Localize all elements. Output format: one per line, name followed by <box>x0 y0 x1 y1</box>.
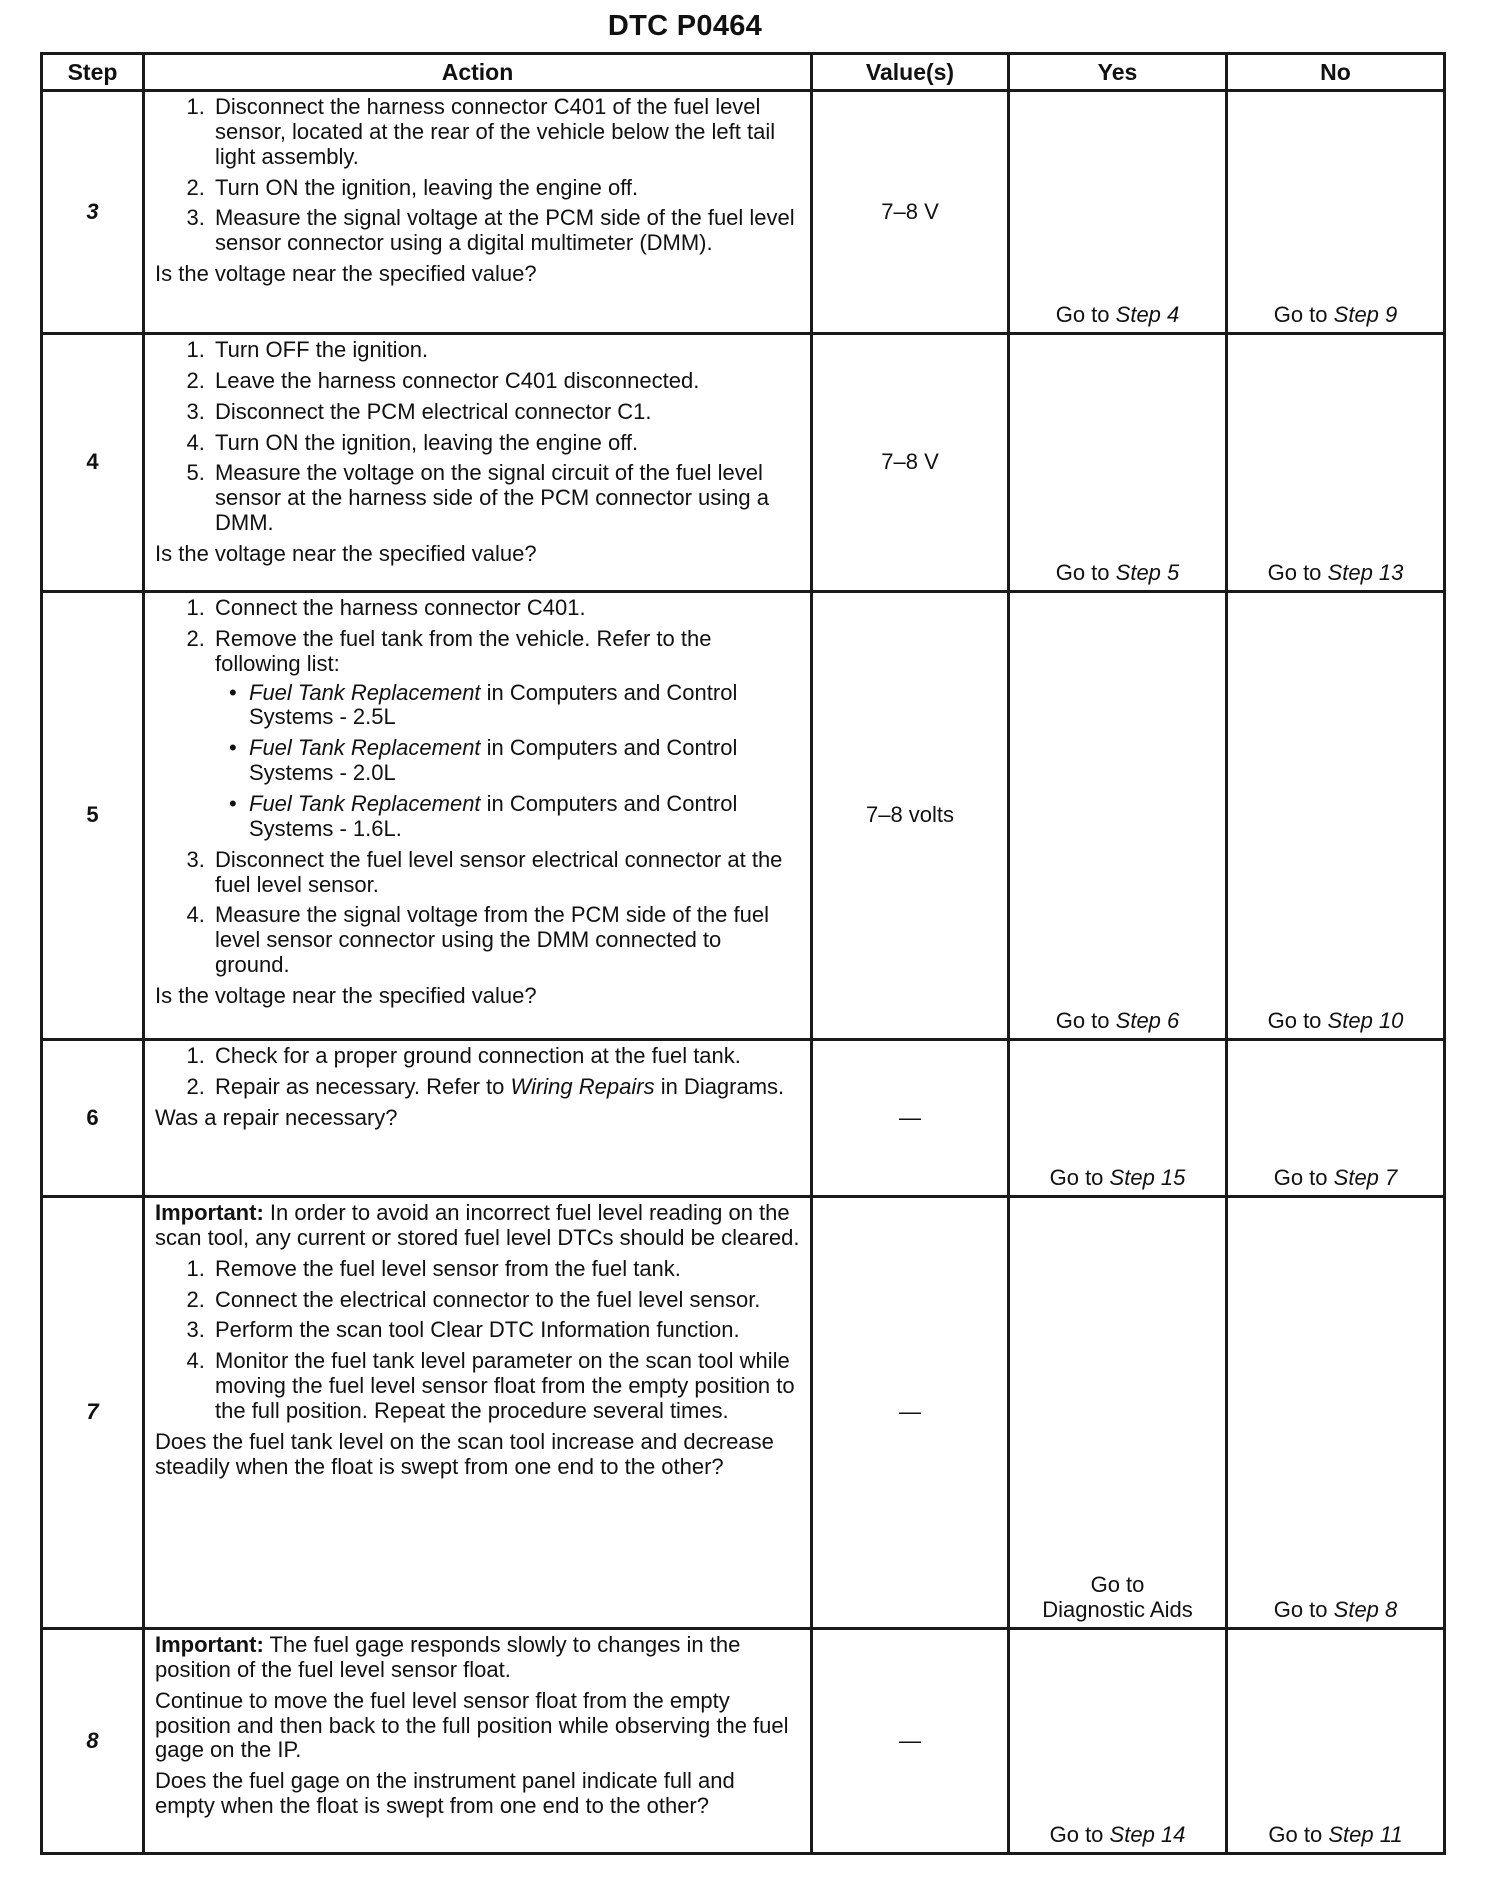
action-step: 1. Connect the harness connector C401. <box>211 596 800 621</box>
reference-list <box>215 681 800 842</box>
action-question: Is the voltage near the specified value? <box>155 983 537 1009</box>
no-target-step: Step 10 <box>1327 1008 1404 1034</box>
no-prefix: Go to <box>1268 1822 1323 1848</box>
header-values: Value(s) <box>812 54 1009 91</box>
reference-item <box>249 792 800 842</box>
yes-cell <box>1009 592 1227 1040</box>
action-step: 1. Turn OFF the ignition. <box>211 338 800 363</box>
step-number: 7 <box>42 1197 144 1629</box>
important-label: Important: <box>155 1200 264 1225</box>
action-question: Was a repair necessary? <box>155 1104 398 1130</box>
yes-cell <box>1009 91 1227 334</box>
no-prefix: Go to <box>1267 1008 1322 1034</box>
action-cell <box>144 91 812 334</box>
action-step-text: in Diagrams. <box>654 1073 785 1099</box>
reference-title: Fuel Tank Replacement <box>249 679 481 705</box>
yes-prefix: Go to <box>1055 1008 1110 1034</box>
table-header-row <box>42 54 1445 91</box>
yes-prefix: Go to <box>1090 1572 1145 1598</box>
no-prefix: Go to <box>1273 302 1328 328</box>
header-action: Action <box>144 54 812 91</box>
action-question: Does the fuel tank level on the scan tool increase and decrease steadily when the float is swept from one end to the other? <box>155 1428 774 1479</box>
yes-cell <box>1009 1197 1227 1629</box>
action-cell <box>144 592 812 1040</box>
action-cell <box>144 1197 812 1629</box>
value-cell: 7–8 V <box>812 334 1009 592</box>
action-steps <box>155 1044 800 1100</box>
step-number: 8 <box>42 1629 144 1854</box>
no-cell <box>1227 1197 1445 1629</box>
value-cell: 7–8 volts <box>812 592 1009 1040</box>
yes-prefix: Go to <box>1055 560 1110 586</box>
reference-title: Fuel Tank Replacement <box>249 791 481 817</box>
no-target-step: Step 11 <box>1328 1822 1403 1848</box>
yes-target-step: Step 6 <box>1115 1008 1180 1034</box>
page-title: DTC P0464 <box>607 10 763 42</box>
no-prefix: Go to <box>1267 560 1322 586</box>
important-text: The fuel gage responds slowly to changes in the position of the fuel level sensor float. <box>155 1632 741 1682</box>
reference-detail: in Computers and Control Systems - 1.6L. <box>249 791 738 841</box>
action-step: 1. Remove the fuel level sensor from the fuel tank. <box>211 1257 800 1282</box>
no-cell <box>1227 592 1445 1040</box>
action-question: Does the fuel gage on the instrument panel indicate full and empty when the float is swept from one end to the other? <box>155 1768 735 1819</box>
yes-prefix: Go to <box>1049 1165 1104 1191</box>
step-number: 4 <box>42 334 144 592</box>
yes-cell <box>1009 1040 1227 1197</box>
table-row-step-6 <box>42 1040 1445 1197</box>
action-step: 4. Measure the signal voltage from the PCM side of the fuel level sensor connector using the DMM connected to ground. <box>211 903 800 978</box>
important-note <box>155 1633 800 1683</box>
step-number: 5 <box>42 592 144 1040</box>
no-target-step: Step 7 <box>1333 1165 1398 1191</box>
action-steps <box>155 338 800 536</box>
step-number: 6 <box>42 1040 144 1197</box>
action-instruction: Continue to move the fuel level sensor float from the empty position and then back to the full position while observing the fuel gage on the IP. <box>155 1687 789 1763</box>
table-row-step-3 <box>42 91 1445 334</box>
action-step: 3. Perform the scan tool Clear DTC Information function. <box>211 1318 800 1343</box>
header-step: Step <box>42 54 144 91</box>
reference-title: Fuel Tank Replacement <box>249 735 481 761</box>
wiring-repairs-reference: Wiring Repairs <box>510 1073 655 1099</box>
action-step-text: Repair as necessary. Refer to <box>215 1073 511 1099</box>
yes-target-diagnostic-aids: Diagnostic Aids <box>1042 1597 1193 1623</box>
important-label: Important: <box>155 1632 264 1657</box>
no-cell <box>1227 1040 1445 1197</box>
no-target-step: Step 9 <box>1333 302 1398 328</box>
yes-prefix: Go to <box>1055 302 1110 328</box>
no-prefix: Go to <box>1273 1165 1328 1191</box>
action-question: Is the voltage near the specified value? <box>155 541 537 567</box>
important-text: In order to avoid an incorrect fuel level reading on the scan tool, any current or stored fuel level DTCs should be cleared. <box>155 1200 800 1250</box>
table-row-step-7 <box>42 1197 1445 1629</box>
diagnostic-table <box>40 52 1446 1855</box>
no-prefix: Go to <box>1273 1597 1328 1623</box>
action-step-text: Remove the fuel tank from the vehicle. Refer to the following list: <box>215 625 712 676</box>
yes-target-step: Step 15 <box>1109 1165 1186 1191</box>
header-yes: Yes <box>1009 54 1227 91</box>
step-number: 3 <box>42 91 144 334</box>
action-step: 5. Measure the voltage on the signal circuit of the fuel level sensor at the harness side of the PCM connector using a DMM. <box>211 461 800 536</box>
value-cell: — <box>812 1040 1009 1197</box>
action-cell <box>144 1629 812 1854</box>
action-steps <box>155 596 800 978</box>
action-cell <box>144 1040 812 1197</box>
reference-detail: in Computers and Control Systems - 2.5L <box>249 679 738 730</box>
reference-item <box>249 736 800 786</box>
yes-prefix: Go to <box>1049 1822 1104 1848</box>
no-target-step: Step 13 <box>1327 560 1404 586</box>
value-cell: — <box>812 1197 1009 1629</box>
action-step: 1. Disconnect the harness connector C401 of the fuel level sensor, located at the rear of the vehicle below the left tail light assembly. <box>211 95 800 170</box>
action-step: 2. Turn ON the ignition, leaving the engine off. <box>211 176 800 201</box>
action-steps <box>155 95 800 256</box>
action-step <box>211 627 800 842</box>
action-step: 2. Leave the harness connector C401 disconnected. <box>211 369 800 394</box>
value-cell: — <box>812 1629 1009 1854</box>
action-step: 4. Turn ON the ignition, leaving the engine off. <box>211 431 800 456</box>
action-step: 3. Measure the signal voltage at the PCM side of the fuel level sensor connector using a digital multimeter (DMM). <box>211 206 800 256</box>
important-note <box>155 1201 800 1251</box>
action-step: 2. Connect the electrical connector to the fuel level sensor. <box>211 1288 800 1313</box>
yes-cell <box>1009 1629 1227 1854</box>
header-no: No <box>1227 54 1445 91</box>
table-row-step-4 <box>42 334 1445 592</box>
yes-target-step: Step 14 <box>1109 1822 1186 1848</box>
action-step: 3. Disconnect the PCM electrical connector C1. <box>211 400 800 425</box>
no-target-step: Step 8 <box>1333 1597 1398 1623</box>
no-cell <box>1227 91 1445 334</box>
action-steps <box>155 1257 800 1424</box>
table-row-step-5 <box>42 592 1445 1040</box>
table-row-step-8 <box>42 1629 1445 1854</box>
reference-detail: in Computers and Control Systems - 2.0L <box>249 735 738 786</box>
yes-target-step: Step 4 <box>1115 302 1180 328</box>
no-cell <box>1227 1629 1445 1854</box>
action-step <box>211 1075 800 1100</box>
action-cell <box>144 334 812 592</box>
value-cell: 7–8 V <box>812 91 1009 334</box>
reference-item <box>249 681 800 731</box>
no-cell <box>1227 334 1445 592</box>
yes-target-step: Step 5 <box>1115 560 1180 586</box>
action-step: 4. Monitor the fuel tank level parameter on the scan tool while moving the fuel level sensor float from the empty position to the full position. Repeat the procedure several times. <box>211 1349 800 1424</box>
action-step: 3. Disconnect the fuel level sensor electrical connector at the fuel level sensor. <box>211 848 800 898</box>
action-question: Is the voltage near the specified value? <box>155 261 537 287</box>
action-step: 1. Check for a proper ground connection at the fuel tank. <box>211 1044 800 1069</box>
yes-cell <box>1009 334 1227 592</box>
